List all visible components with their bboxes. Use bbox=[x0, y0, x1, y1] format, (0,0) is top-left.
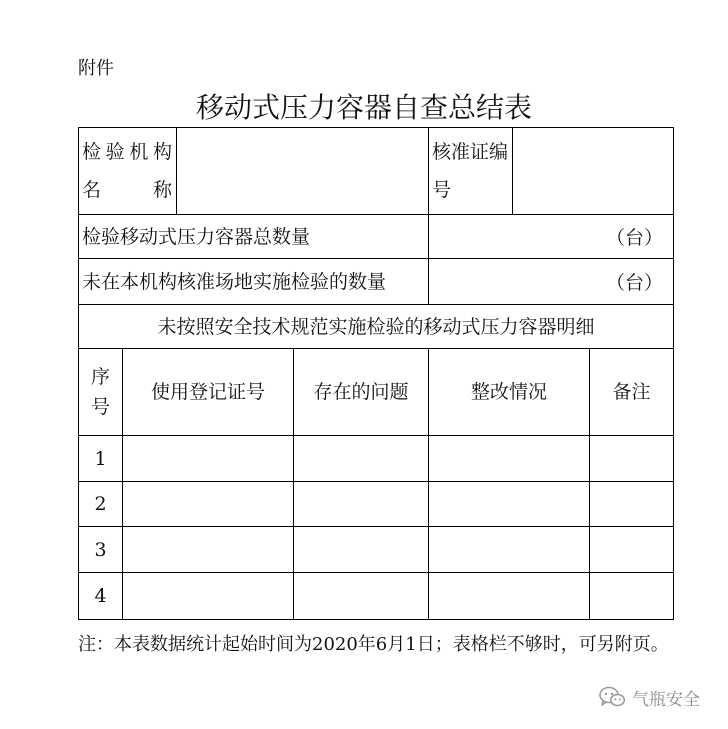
offsite-count-field[interactable]: （台） bbox=[429, 259, 674, 305]
attachment-label: 附件 bbox=[78, 58, 114, 79]
row-issues[interactable] bbox=[294, 573, 429, 620]
row-rectification[interactable] bbox=[429, 573, 590, 620]
row-issues[interactable] bbox=[294, 436, 429, 482]
row-rectification[interactable] bbox=[429, 436, 590, 482]
detail-heading-row bbox=[79, 305, 674, 349]
col-header-rectification: 整改情况 bbox=[429, 349, 590, 436]
org-name-label: 检验机构名称 bbox=[79, 128, 177, 215]
wechat-icon bbox=[598, 685, 626, 709]
table-row bbox=[79, 573, 674, 620]
col-header-issues: 存在的问题 bbox=[294, 349, 429, 436]
summary-table bbox=[78, 127, 674, 620]
offsite-count-label: 未在本机构核准场地实施检验的数量 bbox=[79, 259, 429, 305]
approval-no-label: 核准证编号 bbox=[429, 128, 513, 215]
col-header-seq: 序号 bbox=[79, 349, 123, 436]
row-rectification[interactable] bbox=[429, 482, 590, 527]
column-header-row bbox=[79, 349, 674, 436]
row-remarks[interactable] bbox=[590, 527, 674, 573]
footnote-date: 2020年6月1日 bbox=[312, 634, 435, 655]
org-name-field[interactable] bbox=[177, 128, 429, 215]
col-header-remarks: 备注 bbox=[590, 349, 674, 436]
detail-heading: 未按照安全技术规范实施检验的移动式压力容器明细 bbox=[79, 305, 674, 349]
offsite-count-row bbox=[79, 259, 674, 305]
row-reg-cert-no[interactable] bbox=[123, 482, 294, 527]
row-seq: 3 bbox=[79, 527, 123, 573]
watermark bbox=[598, 683, 700, 711]
row-reg-cert-no[interactable] bbox=[123, 436, 294, 482]
table-row bbox=[79, 436, 674, 482]
col-header-reg-cert-no: 使用登记证号 bbox=[123, 349, 294, 436]
row-issues[interactable] bbox=[294, 527, 429, 573]
row-rectification[interactable] bbox=[429, 527, 590, 573]
row-remarks[interactable] bbox=[590, 573, 674, 620]
row-seq: 1 bbox=[79, 436, 123, 482]
watermark-text: 气瓶安全 bbox=[632, 689, 700, 710]
row-remarks[interactable] bbox=[590, 436, 674, 482]
total-count-label: 检验移动式压力容器总数量 bbox=[79, 215, 429, 259]
footnote bbox=[78, 626, 678, 664]
row-seq: 2 bbox=[79, 482, 123, 527]
row-seq: 4 bbox=[79, 573, 123, 620]
row-issues[interactable] bbox=[294, 482, 429, 527]
row-reg-cert-no[interactable] bbox=[123, 527, 294, 573]
approval-no-field[interactable] bbox=[513, 128, 674, 215]
page-title: 移动式压力容器自查总结表 bbox=[195, 91, 532, 124]
row-reg-cert-no[interactable] bbox=[123, 573, 294, 620]
row-remarks[interactable] bbox=[590, 482, 674, 527]
total-count-row bbox=[79, 215, 674, 259]
total-count-field[interactable]: （台） bbox=[429, 215, 674, 259]
table-row bbox=[79, 527, 674, 573]
table-row bbox=[79, 482, 674, 527]
footnote-suffix: ；表格栏不够时，可另附页。 bbox=[434, 634, 669, 655]
org-info-row bbox=[79, 128, 674, 215]
footnote-prefix: 注：本表数据统计起始时间为 bbox=[78, 634, 312, 655]
